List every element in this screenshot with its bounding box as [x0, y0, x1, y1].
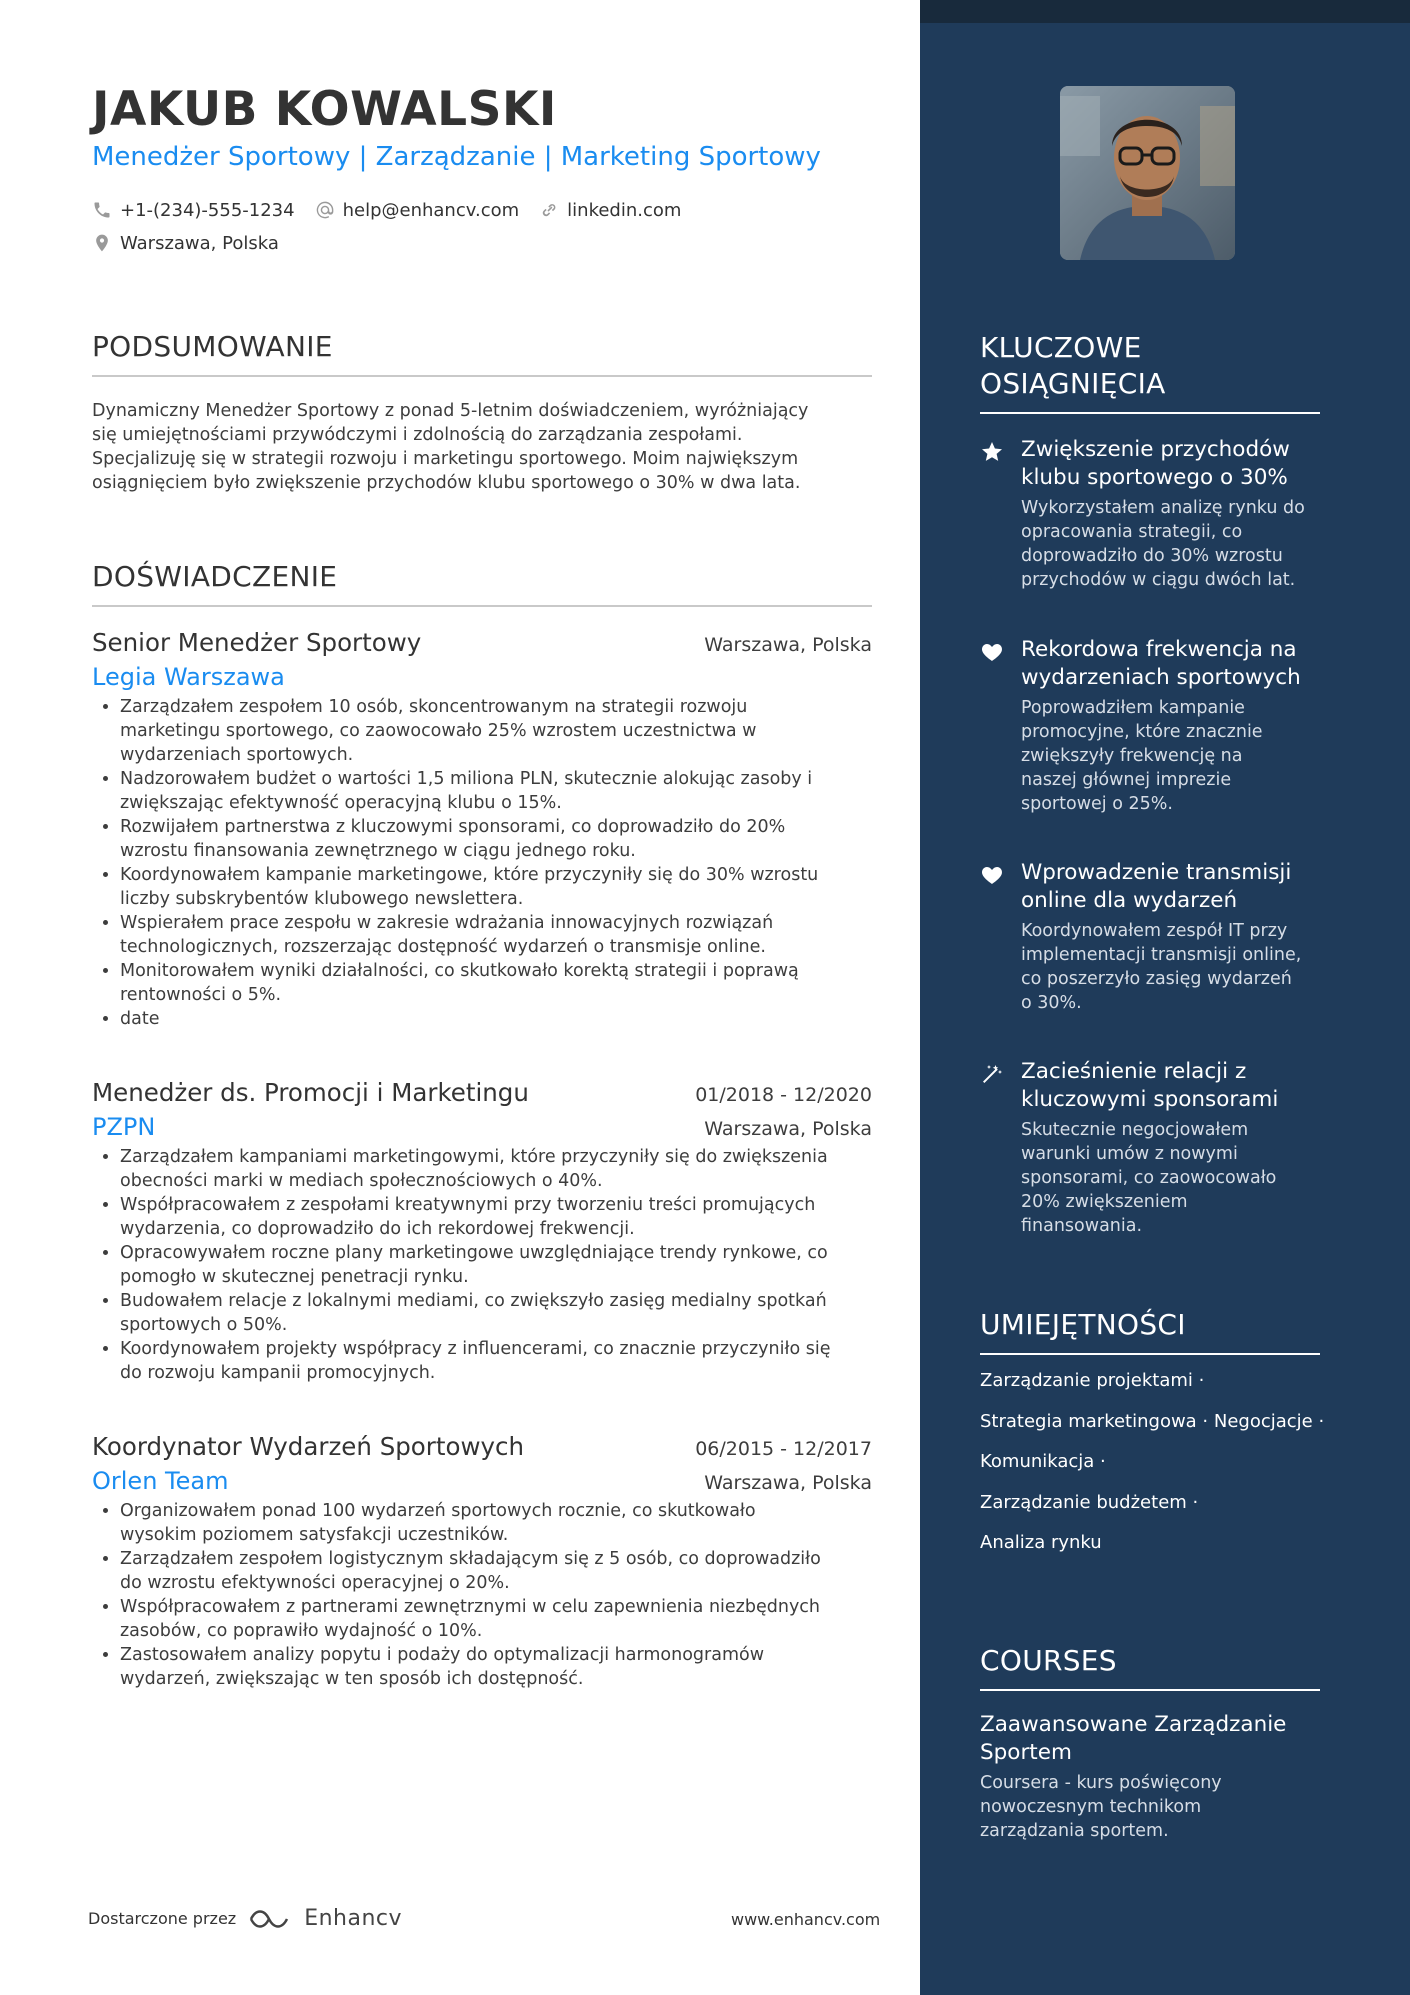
profile-photo-image	[1060, 86, 1235, 260]
bullet-line: • Wspierałem prace zespołu w zakresie wdrażania innowacyjnych rozwiązań	[120, 913, 774, 933]
course-title	[980, 1711, 1320, 1767]
skill-row: Zarządzanie projektami ·	[980, 1370, 1205, 1391]
achievement-title-line: Rekordowa frekwencja na	[1021, 637, 1297, 662]
summary-line: się umiejętnościami przywódczymi i zdolnością do zarządzania zespołami.	[92, 425, 743, 445]
summary-line: Dynamiczny Menedżer Sportowy z ponad 5-letnim doświadczeniem, wyróżniający	[92, 401, 809, 421]
courses-heading: COURSES	[980, 1644, 1117, 1677]
bullet-line: zasobów, co poprawiło wydajność o 10%.	[120, 1621, 483, 1641]
footer-branding	[88, 1906, 402, 1931]
link-icon	[539, 200, 559, 220]
bullet-line: wysokim poziomem satysfakcji uczestników.	[120, 1525, 509, 1545]
magic-wand-icon	[980, 1062, 1004, 1086]
summary-section	[92, 330, 872, 495]
location-pin-icon	[92, 233, 112, 253]
achievement-desc-line: finansowania.	[1021, 1216, 1143, 1236]
course-item	[980, 1711, 1320, 1843]
contact-email[interactable]	[315, 200, 520, 221]
bullet-line: do rozwoju kampanii promocyjnych.	[120, 1363, 436, 1383]
achievement-item	[980, 636, 1320, 816]
bullet-line: do wzrostu efektywności operacyjnej o 20%.	[120, 1573, 510, 1593]
bullet-line: wydarzeń, zwiększając w ten sposób ich dostępność.	[120, 1669, 584, 1689]
achievement-desc-line: warunki umów z nowymi	[1021, 1144, 1238, 1164]
bullet-line: • date	[120, 1009, 160, 1029]
achievement-desc-line: naszej głównej imprezie	[1021, 770, 1232, 790]
bullet-item	[120, 959, 872, 1007]
company-name: Orlen Team	[92, 1467, 229, 1495]
achievement-title-line: wydarzeniach sportowych	[1021, 665, 1301, 690]
bullet-line: • Monitorowałem wyniki działalności, co skutkowało korektą strategii i poprawą	[120, 961, 799, 981]
achievement-title-line: Wprowadzenie transmisji	[1021, 860, 1292, 885]
course-description	[980, 1771, 1320, 1843]
heading-line: KLUCZOWE	[980, 331, 1142, 364]
footer-website[interactable]: www.enhancv.com	[731, 1910, 881, 1929]
skill-row: Strategia marketingowa · Negocjacje ·	[980, 1410, 1325, 1432]
skills-section	[980, 1307, 1325, 1564]
achievement-title	[1021, 436, 1320, 492]
bullet-line: • Zarządzałem zespołem logistycznym składającym się z 5 osób, co doprowadziło	[120, 1549, 821, 1569]
bullet-item	[120, 1595, 872, 1643]
contact-location	[92, 233, 279, 254]
bullet-line: • Współpracowałem z partnerami zewnętrznymi w celu zapewnienia niezbędnych	[120, 1597, 821, 1617]
achievement-desc-line: Koordynowałem zespół IT przy	[1021, 921, 1288, 941]
brand-name: Enhancv	[304, 1906, 403, 1931]
bullet-item	[120, 1289, 872, 1337]
achievement-title-line: online dla wydarzeń	[1021, 888, 1238, 913]
at-icon	[315, 200, 335, 220]
job-location: Warszawa, Polska	[704, 1472, 872, 1494]
divider	[980, 1353, 1320, 1355]
bullet-line: technologicznych, rozszerzając dostępność wydarzeń o transmisje online.	[120, 937, 766, 957]
course-desc-line: Coursera - kurs poświęcony	[980, 1773, 1222, 1793]
bullet-item	[120, 911, 872, 959]
profile-photo	[1060, 86, 1235, 260]
bullet-line: sportowych o 50%.	[120, 1315, 288, 1335]
experience-entry	[92, 1432, 872, 1691]
bullet-line: wzrostu finansowania zewnętrznego w ciągu jednego roku.	[120, 841, 636, 861]
job-bullets	[92, 1145, 872, 1385]
divider	[980, 1689, 1320, 1691]
achievement-desc-line: promocyjne, które znacznie	[1021, 722, 1263, 742]
bullet-line: • Nadzorowałem budżet o wartości 1,5 miliona PLN, skutecznie alokując zasoby i	[120, 769, 813, 789]
achievement-title-line: Zacieśnienie relacji z	[1021, 1059, 1247, 1084]
achievement-desc-line: opracowania strategii, co	[1021, 522, 1243, 542]
phone-text: +1-(234)-555-1234	[120, 199, 295, 221]
bullet-line: zwiększając efektywność operacyjną klubu o 15%.	[120, 793, 562, 813]
skills-heading: UMIEJĘTNOŚCI	[980, 1308, 1186, 1341]
job-location: Warszawa, Polska	[704, 1118, 872, 1140]
course-title-line: Sportem	[980, 1740, 1072, 1765]
bullet-line: pomogło w skutecznej penetracji rynku.	[120, 1267, 469, 1287]
bullet-item	[120, 767, 872, 815]
achievement-desc-line: co poszerzyło zasięg wydarzeń	[1021, 969, 1292, 989]
achievement-item	[980, 1058, 1320, 1238]
candidate-name: JAKUB KOWALSKI	[92, 82, 557, 137]
achievement-desc-line: Skutecznie negocjowałem	[1021, 1120, 1249, 1140]
achievement-item	[980, 859, 1320, 1015]
bullet-line: obecności marki w mediach społecznościowych o 40%.	[120, 1171, 603, 1191]
course-desc-line: nowoczesnym technikom	[980, 1797, 1202, 1817]
bullet-line: • Zastosowałem analizy popytu i podaży do optymalizacji harmonogramów	[120, 1645, 765, 1665]
divider	[92, 375, 872, 377]
contact-info	[92, 197, 872, 263]
bullet-line: • Koordynowałem kampanie marketingowe, które przyczyniły się do 30% wzrostu	[120, 865, 819, 885]
achievement-desc-line: Wykorzystałem analizę rynku do	[1021, 498, 1305, 518]
bullet-item	[120, 1337, 872, 1385]
courses-section	[980, 1643, 1320, 1843]
sidebar-top-bar	[920, 0, 1410, 23]
achievement-title	[1021, 636, 1320, 692]
achievement-desc-line: Poprowadziłem kampanie	[1021, 698, 1245, 718]
job-title: Koordynator Wydarzeń Sportowych	[92, 1432, 524, 1461]
bullet-line: • Opracowywałem roczne plany marketingowe uwzględniające trendy rynkowe, co	[120, 1243, 828, 1263]
bullet-item	[120, 1547, 872, 1595]
experience-entry	[92, 1078, 872, 1385]
email-text: help@enhancv.com	[342, 199, 520, 221]
star-icon	[980, 440, 1004, 464]
achievement-desc-line: doprowadziło do 30% wzrostu	[1021, 546, 1283, 566]
bullet-line: wydarzeniach sportowych.	[120, 745, 354, 765]
phone-icon	[92, 200, 112, 220]
course-desc-line: zarządzania sportem.	[980, 1821, 1169, 1841]
achievement-desc-line: o 30%.	[1021, 993, 1082, 1013]
contact-phone[interactable]	[92, 200, 295, 221]
achievement-description	[1021, 919, 1320, 1015]
course-title-line: Zaawansowane Zarządzanie	[980, 1712, 1287, 1737]
bullet-line: • Zarządzałem zespołem 10 osób, skoncentrowanym na strategii rozwoju	[120, 697, 748, 717]
achievement-desc-line: sponsorami, co zaowocowało	[1021, 1168, 1277, 1188]
heart-icon	[980, 640, 1004, 664]
experience-entry	[92, 628, 872, 1031]
link-text: linkedin.com	[567, 199, 682, 221]
skill-row: Komunikacja ·	[980, 1451, 1106, 1472]
job-title: Senior Menedżer Sportowy	[92, 628, 422, 657]
summary-text	[92, 399, 872, 495]
achievement-title-line: kluczowymi sponsorami	[1021, 1087, 1279, 1112]
bullet-line: • Współpracowałem z zespołami kreatywnymi przy tworzeniu treści promujących	[120, 1195, 816, 1215]
sidebar	[920, 0, 1410, 1995]
bullet-line: marketingu sportowego, co zaowocowało 25% wzrostem uczestnictwa w	[120, 721, 757, 741]
job-dates: 01/2018 - 12/2020	[695, 1084, 872, 1106]
achievement-title	[1021, 1058, 1320, 1114]
achievement-title	[1021, 859, 1320, 915]
company-name: Legia Warszawa	[92, 663, 285, 691]
bullet-item	[120, 695, 872, 767]
powered-by-text: Dostarczone przez	[88, 1909, 237, 1928]
achievements-section	[980, 330, 1320, 414]
bullet-line: wydarzenia, co doprowadziło do ich rekordowej frekwencji.	[120, 1219, 635, 1239]
location-text: Warszawa, Polska	[120, 232, 279, 254]
achievement-desc-line: zwiększyły frekwencję na	[1021, 746, 1243, 766]
skill-row: Zarządzanie budżetem ·	[980, 1491, 1199, 1513]
achievements-heading	[980, 330, 1320, 402]
summary-heading: PODSUMOWANIE	[92, 330, 333, 363]
bullet-line: • Koordynowałem projekty współpracy z influencerami, co znacznie przyczyniło się	[120, 1339, 831, 1359]
achievement-desc-line: 20% zwiększeniem	[1021, 1192, 1188, 1212]
divider	[92, 605, 872, 607]
bullet-item	[120, 1145, 872, 1193]
achievement-description	[1021, 1118, 1320, 1238]
job-title: Menedżer ds. Promocji i Marketingu	[92, 1078, 529, 1107]
contact-link[interactable]	[539, 200, 681, 221]
experience-section	[92, 560, 872, 607]
company-name: PZPN	[92, 1113, 156, 1141]
headline: Menedżer Sportowy | Zarządzanie | Marketing Sportowy	[92, 142, 821, 172]
bullet-line: • Rozwijałem partnerstwa z kluczowymi sponsorami, co doprowadziło do 20%	[120, 817, 786, 837]
bullet-line: • Zarządzałem kampaniami marketingowymi, które przyczyniły się do zwiększenia	[120, 1147, 828, 1167]
experience-heading: DOŚWIADCZENIE	[92, 560, 338, 593]
bullet-item	[120, 863, 872, 911]
job-dates: 06/2015 - 12/2017	[695, 1438, 872, 1460]
achievement-desc-line: przychodów w ciągu dwóch lat.	[1021, 570, 1296, 590]
enhancv-logo-icon	[248, 1907, 296, 1931]
summary-line: Specjalizuję się w strategii rozwoju i marketingu sportowego. Moim największym	[92, 449, 799, 469]
bullet-item	[120, 1193, 872, 1241]
achievement-desc-line: implementacji transmisji online,	[1021, 945, 1302, 965]
achievement-title-line: Zwiększenie przychodów	[1021, 437, 1290, 462]
skills-list	[980, 1361, 1325, 1564]
achievement-item	[980, 436, 1320, 592]
skill-row: Analiza rynku	[980, 1532, 1102, 1553]
heart-icon	[980, 863, 1004, 887]
bullet-item	[120, 1499, 872, 1547]
bullet-item	[120, 1643, 872, 1691]
bullet-item	[120, 815, 872, 863]
achievement-desc-line: sportowej o 25%.	[1021, 794, 1173, 814]
achievement-description	[1021, 496, 1320, 592]
heading-line: OSIĄGNIĘCIA	[980, 367, 1166, 400]
job-bullets	[92, 1499, 872, 1691]
job-bullets	[92, 695, 872, 1031]
bullet-line: liczby subskrybentów klubowego newslettera.	[120, 889, 524, 909]
achievement-description	[1021, 696, 1320, 816]
bullet-line: • Budowałem relacje z lokalnymi mediami, co zwiększyło zasięg medialny spotkań	[120, 1291, 827, 1311]
achievement-title-line: klubu sportowego o 30%	[1021, 465, 1288, 490]
job-location: Warszawa, Polska	[704, 634, 872, 656]
bullet-item	[120, 1241, 872, 1289]
summary-line: osiągnięciem było zwiększenie przychodów klubu sportowego o 30% w dwa lata.	[92, 473, 801, 493]
bullet-line: • Organizowałem ponad 100 wydarzeń sportowych rocznie, co skutkowało	[120, 1501, 756, 1521]
bullet-line: rentowności o 5%.	[120, 985, 282, 1005]
divider	[980, 412, 1320, 414]
bullet-item	[120, 1007, 872, 1031]
